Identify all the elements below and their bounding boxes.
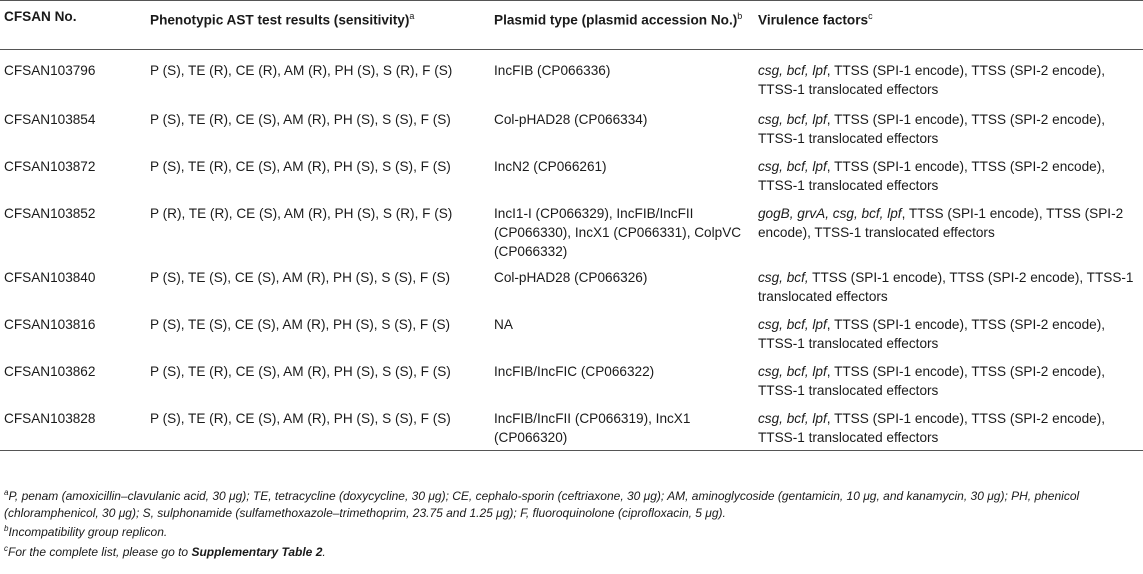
cell-virulence [754,355,1143,402]
virulence-genes: csg, bcf, lpf [758,363,827,379]
table-row [0,150,1143,197]
footnote-ref-a: a [409,11,415,21]
cell-plasmid: IncFIB (CP066336) [494,63,611,78]
header-ast-label: Phenotypic AST test results (sensitivity) [150,12,410,28]
header-plasmid [490,1,754,50]
header-cfsan [0,1,146,50]
table-row [0,308,1143,355]
cell-cfsan-id: CFSAN103796 [4,63,96,78]
cell-cfsan-id: CFSAN103816 [4,316,96,332]
header-virulence [754,1,1143,50]
virulence-rest: , TTSS (SPI-1 encode), TTSS (SPI-2 encode), TTSS-1 translocated effectors [758,63,1106,97]
cell-ast: P (S), TE (R), CE (S), AM (R), PH (S), S (S), F (S) [150,111,451,127]
cell-ast: P (S), TE (R), CE (S), AM (R), PH (S), S (S), F (S) [150,410,451,426]
cell-plasmid: Col-pHAD28 (CP066326) [494,269,648,285]
table-header [0,1,1143,50]
header-plasmid-label: Plasmid type (plasmid accession No.) [494,12,738,28]
table-footnotes [4,485,1139,560]
cell-plasmid: IncI1-I (CP066329), IncFIB/IncFII (CP066330), IncX1 (CP066331), ColpVC (CP066332) [494,205,742,259]
cell-ast: P (S), TE (R), CE (S), AM (R), PH (S), S (S), F (S) [150,158,451,174]
table-row [0,261,1143,308]
virulence-rest: , TTSS (SPI-1 encode), TTSS (SPI-2 encode), TTSS-1 translocated effectors [758,158,1106,193]
cell-cfsan-id: CFSAN103862 [4,363,96,379]
table-row [0,50,1143,103]
cell-virulence [754,197,1143,261]
header-ast [146,1,490,50]
footnote-c-end: . [322,544,326,559]
header-row [0,1,1143,50]
table-body [0,50,1143,451]
cell-cfsan-id: CFSAN103872 [4,158,96,174]
cell-cfsan-id: CFSAN103840 [4,269,96,285]
cell-virulence [754,50,1143,103]
footnote-c-mark: c [4,543,8,553]
cell-virulence [754,103,1143,150]
footnote-b [4,521,1139,541]
virulence-rest: TTSS (SPI-1 encode), TTSS (SPI-2 encode), TTSS-1 translocated effectors [758,269,1134,304]
footnote-a-text: P, penam (amoxicillin–clavulanic acid, 30 μg); TE, tetracycline (doxycycline, 30 μg); CE, cephalo-sporin (ceftriaxone, 30 μg); AM, aminoglycoside (gentamicin, 10 μg, and kanamycin, 30 μg); PH, phenicol (chloramphenicol, 30 μg); S, sulphonamide (sulfamethoxazole–trimethoprim, 23.75 and 1.25 μg); F, fluoroquinolone (ciprofloxacin, 5 μg). [4,489,1080,520]
virulence-genes: csg, bcf, lpf [758,316,827,332]
footnote-b-text: Incompatibility group replicon. [8,525,168,539]
cell-plasmid: IncN2 (CP066261) [494,158,607,174]
cell-virulence [754,308,1143,355]
table-row [0,103,1143,150]
footnote-c [4,541,1139,561]
cell-ast: P (S), TE (R), CE (S), AM (R), PH (S), S (S), F (S) [150,363,451,379]
cell-cfsan-id: CFSAN103828 [4,410,96,426]
footnote-ref-c: c [868,11,873,21]
virulence-rest: , TTSS (SPI-1 encode), TTSS (SPI-2 encode), TTSS-1 translocated effectors [758,316,1106,351]
cell-plasmid: IncFIB/IncFIC (CP066322) [494,363,655,379]
virulence-rest: , TTSS (SPI-1 encode), TTSS (SPI-2 encode), TTSS-1 translocated effectors [758,363,1106,398]
cell-ast: P (R), TE (R), CE (S), AM (R), PH (S), S (R), F (S) [150,205,453,221]
table-row [0,402,1143,451]
table-row [0,355,1143,402]
virulence-genes: csg, bcf, lpf [758,410,827,426]
header-cfsan-label: CFSAN No. [4,9,77,24]
cell-cfsan-id: CFSAN103854 [4,111,96,127]
virulence-genes: csg, bcf, lpf [758,63,827,78]
virulence-genes: csg, bcf, [758,269,809,285]
footnote-b-mark: b [4,524,9,533]
cell-virulence [754,150,1143,197]
cell-ast: P (S), TE (S), CE (S), AM (R), PH (S), S (S), F (S) [150,316,451,332]
footnote-a-mark: a [4,488,9,497]
virulence-rest: , TTSS (SPI-1 encode), TTSS (SPI-2 encode), TTSS-1 translocated effectors [758,205,1124,240]
virulence-genes: gogB, grvA, csg, bcf, lpf [758,205,902,221]
cell-virulence [754,261,1143,308]
cell-ast: P (S), TE (S), CE (S), AM (R), PH (S), S (S), F (S) [150,269,451,285]
virulence-genes: csg, bcf, lpf [758,158,827,174]
cell-plasmid: IncFIB/IncFII (CP066319), IncX1 (CP066320) [494,410,691,445]
cell-plasmid: Col-pHAD28 (CP066334) [494,111,648,127]
cell-virulence [754,402,1143,451]
virulence-rest: , TTSS (SPI-1 encode), TTSS (SPI-2 encode), TTSS-1 translocated effectors [758,410,1106,445]
virulence-rest: , TTSS (SPI-1 encode), TTSS (SPI-2 encode), TTSS-1 translocated effectors [758,111,1106,146]
footnote-c-text: For the complete list, please go to [8,544,192,559]
cell-plasmid: NA [494,316,513,332]
header-virulence-label: Virulence factors [758,12,869,28]
footnote-ref-b: b [737,11,743,21]
cell-ast: P (S), TE (R), CE (R), AM (R), PH (S), S (R), F (S) [150,63,453,78]
virulence-genes: csg, bcf, lpf [758,111,827,127]
supplementary-table-link[interactable]: Supplementary Table 2 [191,544,323,559]
footnote-a [4,485,1139,521]
table-row [0,197,1143,261]
cell-cfsan-id: CFSAN103852 [4,205,96,221]
